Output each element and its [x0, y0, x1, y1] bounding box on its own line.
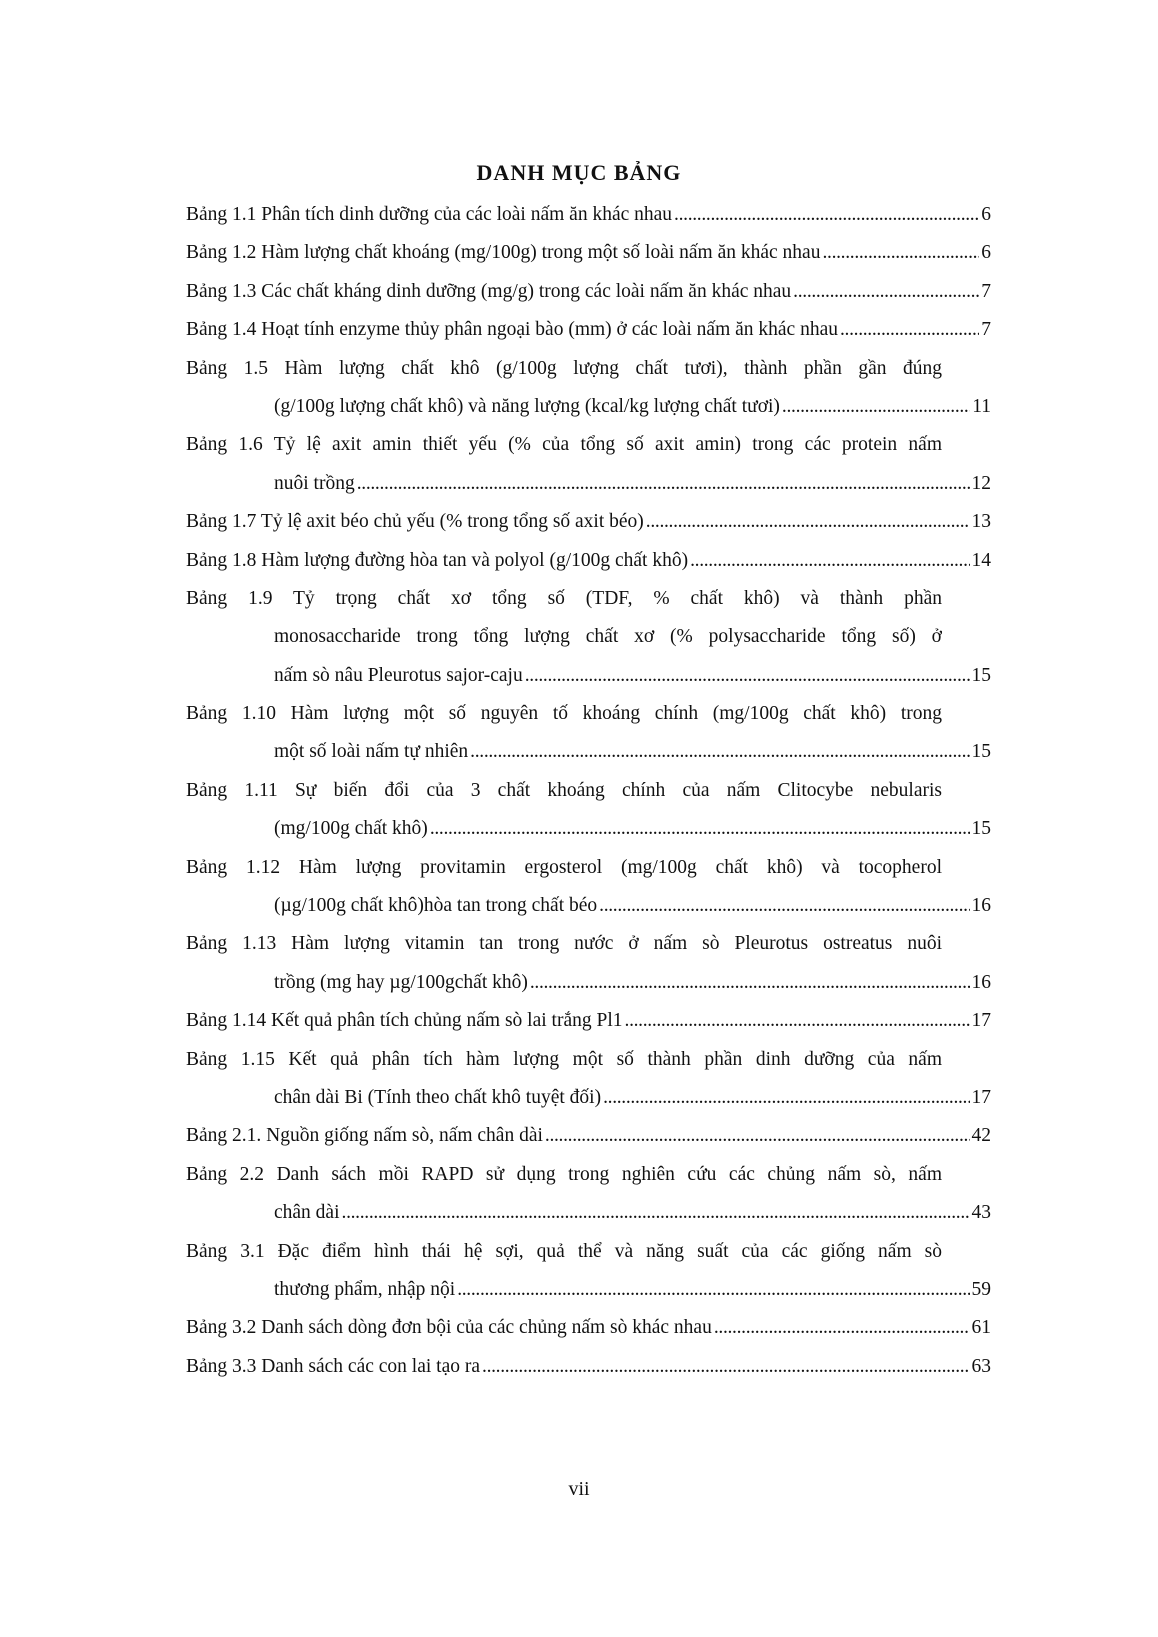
toc-entry-continuation [186, 1271, 991, 1309]
toc-entry [186, 1117, 991, 1155]
dot-leader [714, 1309, 970, 1347]
toc-entry-text: Bảng 1.3 Các chất kháng dinh dưỡng (mg/g) trong các loài nấm ăn khác nhau [186, 280, 792, 302]
toc-page-number: 7 [981, 319, 991, 341]
dot-leader [599, 887, 969, 925]
toc-entry [186, 580, 942, 618]
dot-leader [674, 196, 979, 234]
toc-entry-text: trồng (mg hay µg/100gchất khô) [274, 971, 528, 993]
dot-leader [782, 388, 970, 426]
toc-page-number: 11 [972, 395, 991, 417]
page-title: DANH MỤC BẢNG [476, 160, 682, 185]
dot-leader [430, 810, 970, 848]
toc-entry-text: Bảng 1.13 Hàm lượng vitamin tan trong nước ở nấm sò Pleurotus ostreatus nuôi [186, 933, 942, 955]
toc-entry-continuation [186, 465, 991, 503]
toc-entry-text: (g/100g lượng chất khô) và năng lượng (kcal/kg lượng chất tươi) [274, 395, 780, 417]
toc-entry-text: Bảng 2.1. Nguồn giống nấm sò, nấm chân dài [186, 1125, 543, 1147]
toc-page-number: 59 [971, 1278, 991, 1300]
toc-page-number: 61 [971, 1317, 991, 1339]
dot-leader [545, 1117, 970, 1155]
toc-entry-continuation [186, 810, 991, 848]
dot-leader [646, 503, 970, 541]
toc-page-number: 16 [971, 895, 991, 917]
dot-leader [457, 1271, 969, 1309]
toc-entry-continuation [186, 388, 991, 426]
toc-page-number: 6 [981, 242, 991, 264]
toc-entry [186, 234, 991, 272]
toc-entry-text: Bảng 3.3 Danh sách các con lai tạo ra [186, 1355, 481, 1377]
dot-leader [625, 1002, 970, 1040]
toc-entry [186, 503, 991, 541]
toc-page-number: 43 [971, 1202, 991, 1224]
toc-entry [186, 1041, 942, 1079]
toc-entry [186, 849, 942, 887]
toc-entry-text: (µg/100g chất khô)hòa tan trong chất béo [274, 895, 598, 917]
toc-entry-text: Bảng 1.6 Tỷ lệ axit amin thiết yếu (% của tổng số axit amin) trong các protein nấm [186, 434, 942, 456]
toc-entry-text: thương phẩm, nhập nội [274, 1278, 456, 1300]
toc-entry-continuation [186, 733, 991, 771]
toc-entry [186, 542, 991, 580]
toc-entry-text: Bảng 1.2 Hàm lượng chất khoáng (mg/100g) trong một số loài nấm ăn khác nhau [186, 242, 821, 264]
toc-entry-text: Bảng 1.11 Sự biến đổi của 3 chất khoáng chính của nấm Clitocybe nebularis [186, 779, 942, 801]
toc-page-number: 15 [971, 664, 991, 686]
dot-leader [470, 733, 969, 771]
toc-entry-continuation [186, 887, 991, 925]
toc-entry [186, 426, 942, 464]
toc-entry [186, 196, 991, 234]
toc-page-number: 16 [971, 971, 991, 993]
toc-entry-text: Bảng 1.12 Hàm lượng provitamin ergosterol (mg/100g chất khô) và tocopherol [186, 856, 942, 878]
toc-entry-text: Bảng 1.9 Tỷ trọng chất xơ tổng số (TDF, % chất khô) và thành phần [186, 587, 942, 609]
toc-entry [186, 273, 991, 311]
toc-entry [186, 1348, 991, 1386]
dot-leader [822, 234, 979, 272]
toc-entry-text: Bảng 1.4 Hoạt tính enzyme thủy phân ngoại bào (mm) ở các loài nấm ăn khác nhau [186, 319, 838, 341]
dot-leader [530, 964, 970, 1002]
dot-leader [603, 1079, 969, 1117]
toc-page-number: 15 [971, 741, 991, 763]
toc-page-number: 17 [971, 1086, 991, 1108]
toc-page-number: 42 [971, 1125, 991, 1147]
toc-page-number: 17 [971, 1010, 991, 1032]
toc-page-number: 12 [971, 472, 991, 494]
toc-entry [186, 1233, 942, 1271]
toc-entry-text: Bảng 3.2 Danh sách dòng đơn bội của các chủng nấm sò khác nhau [186, 1317, 712, 1339]
toc-entry-continuation [186, 657, 991, 695]
dot-leader [482, 1348, 969, 1386]
toc-page-number: 15 [971, 818, 991, 840]
toc-entry-text: Bảng 1.14 Kết quả phân tích chủng nấm sò lai trắng Pl1 [186, 1010, 623, 1032]
toc-entry-text: chân dài [274, 1202, 340, 1224]
dot-leader [793, 273, 979, 311]
toc-entry-text: monosaccharide trong tổng lượng chất xơ (% polysaccharide tổng số) ở [274, 626, 942, 648]
toc-entry-text: Bảng 1.5 Hàm lượng chất khô (g/100g lượng chất tươi), thành phần gần đúng [186, 357, 942, 379]
toc-page-number: 7 [981, 280, 991, 302]
toc-page-number: 6 [981, 204, 991, 225]
dot-leader [357, 465, 970, 503]
toc-entry-text: Bảng 3.1 Đặc điểm hình thái hệ sợi, quả thể và năng suất của các giống nấm sò [186, 1240, 942, 1262]
toc-entry [186, 311, 991, 349]
toc-entry-text: chân dài Bi (Tính theo chất khô tuyệt đối) [274, 1086, 602, 1108]
toc-entry [186, 1156, 942, 1194]
toc-entry-continuation [186, 1079, 991, 1117]
toc-entry-text: Bảng 1.15 Kết quả phân tích hàm lượng một số thành phần dinh dưỡng của nấm [186, 1048, 942, 1070]
toc-page-number: 14 [971, 549, 991, 571]
toc-entry [186, 1309, 991, 1347]
toc-entry-text: nuôi trồng [274, 472, 355, 494]
toc-entry-text: nấm sò nâu Pleurotus sajor-caju [274, 664, 523, 686]
toc-entry-text: Bảng 1.10 Hàm lượng một số nguyên tố khoáng chính (mg/100g chất khô) trong [186, 703, 942, 725]
page-number: vii [568, 1478, 590, 1500]
toc-entry-continuation [186, 618, 942, 656]
toc-entry [186, 925, 942, 963]
toc-page-number: 13 [971, 511, 991, 533]
toc-entry-continuation [186, 1194, 991, 1232]
table-list [186, 196, 991, 1386]
dot-leader [840, 311, 979, 349]
toc-entry-continuation [186, 964, 991, 1002]
toc-entry-text: một số loài nấm tự nhiên [274, 741, 469, 763]
toc-entry-text: Bảng 1.1 Phân tích dinh dưỡng của các loài nấm ăn khác nhau [186, 204, 673, 225]
toc-entry [186, 695, 942, 733]
dot-leader [525, 657, 970, 695]
toc-entry [186, 1002, 991, 1040]
toc-entry [186, 350, 942, 388]
dot-leader [342, 1194, 970, 1232]
toc-entry-text: (mg/100g chất khô) [274, 818, 428, 840]
toc-entry-text: Bảng 1.8 Hàm lượng đường hòa tan và polyol (g/100g chất khô) [186, 549, 689, 571]
toc-entry-text: Bảng 2.2 Danh sách mồi RAPD sử dụng trong nghiên cứu các chủng nấm sò, nấm [186, 1163, 942, 1185]
dot-leader [690, 542, 969, 580]
toc-page-number: 63 [971, 1355, 991, 1377]
toc-entry [186, 772, 942, 810]
toc-entry-text: Bảng 1.7 Tỷ lệ axit béo chủ yếu (% trong tổng số axit béo) [186, 511, 644, 533]
